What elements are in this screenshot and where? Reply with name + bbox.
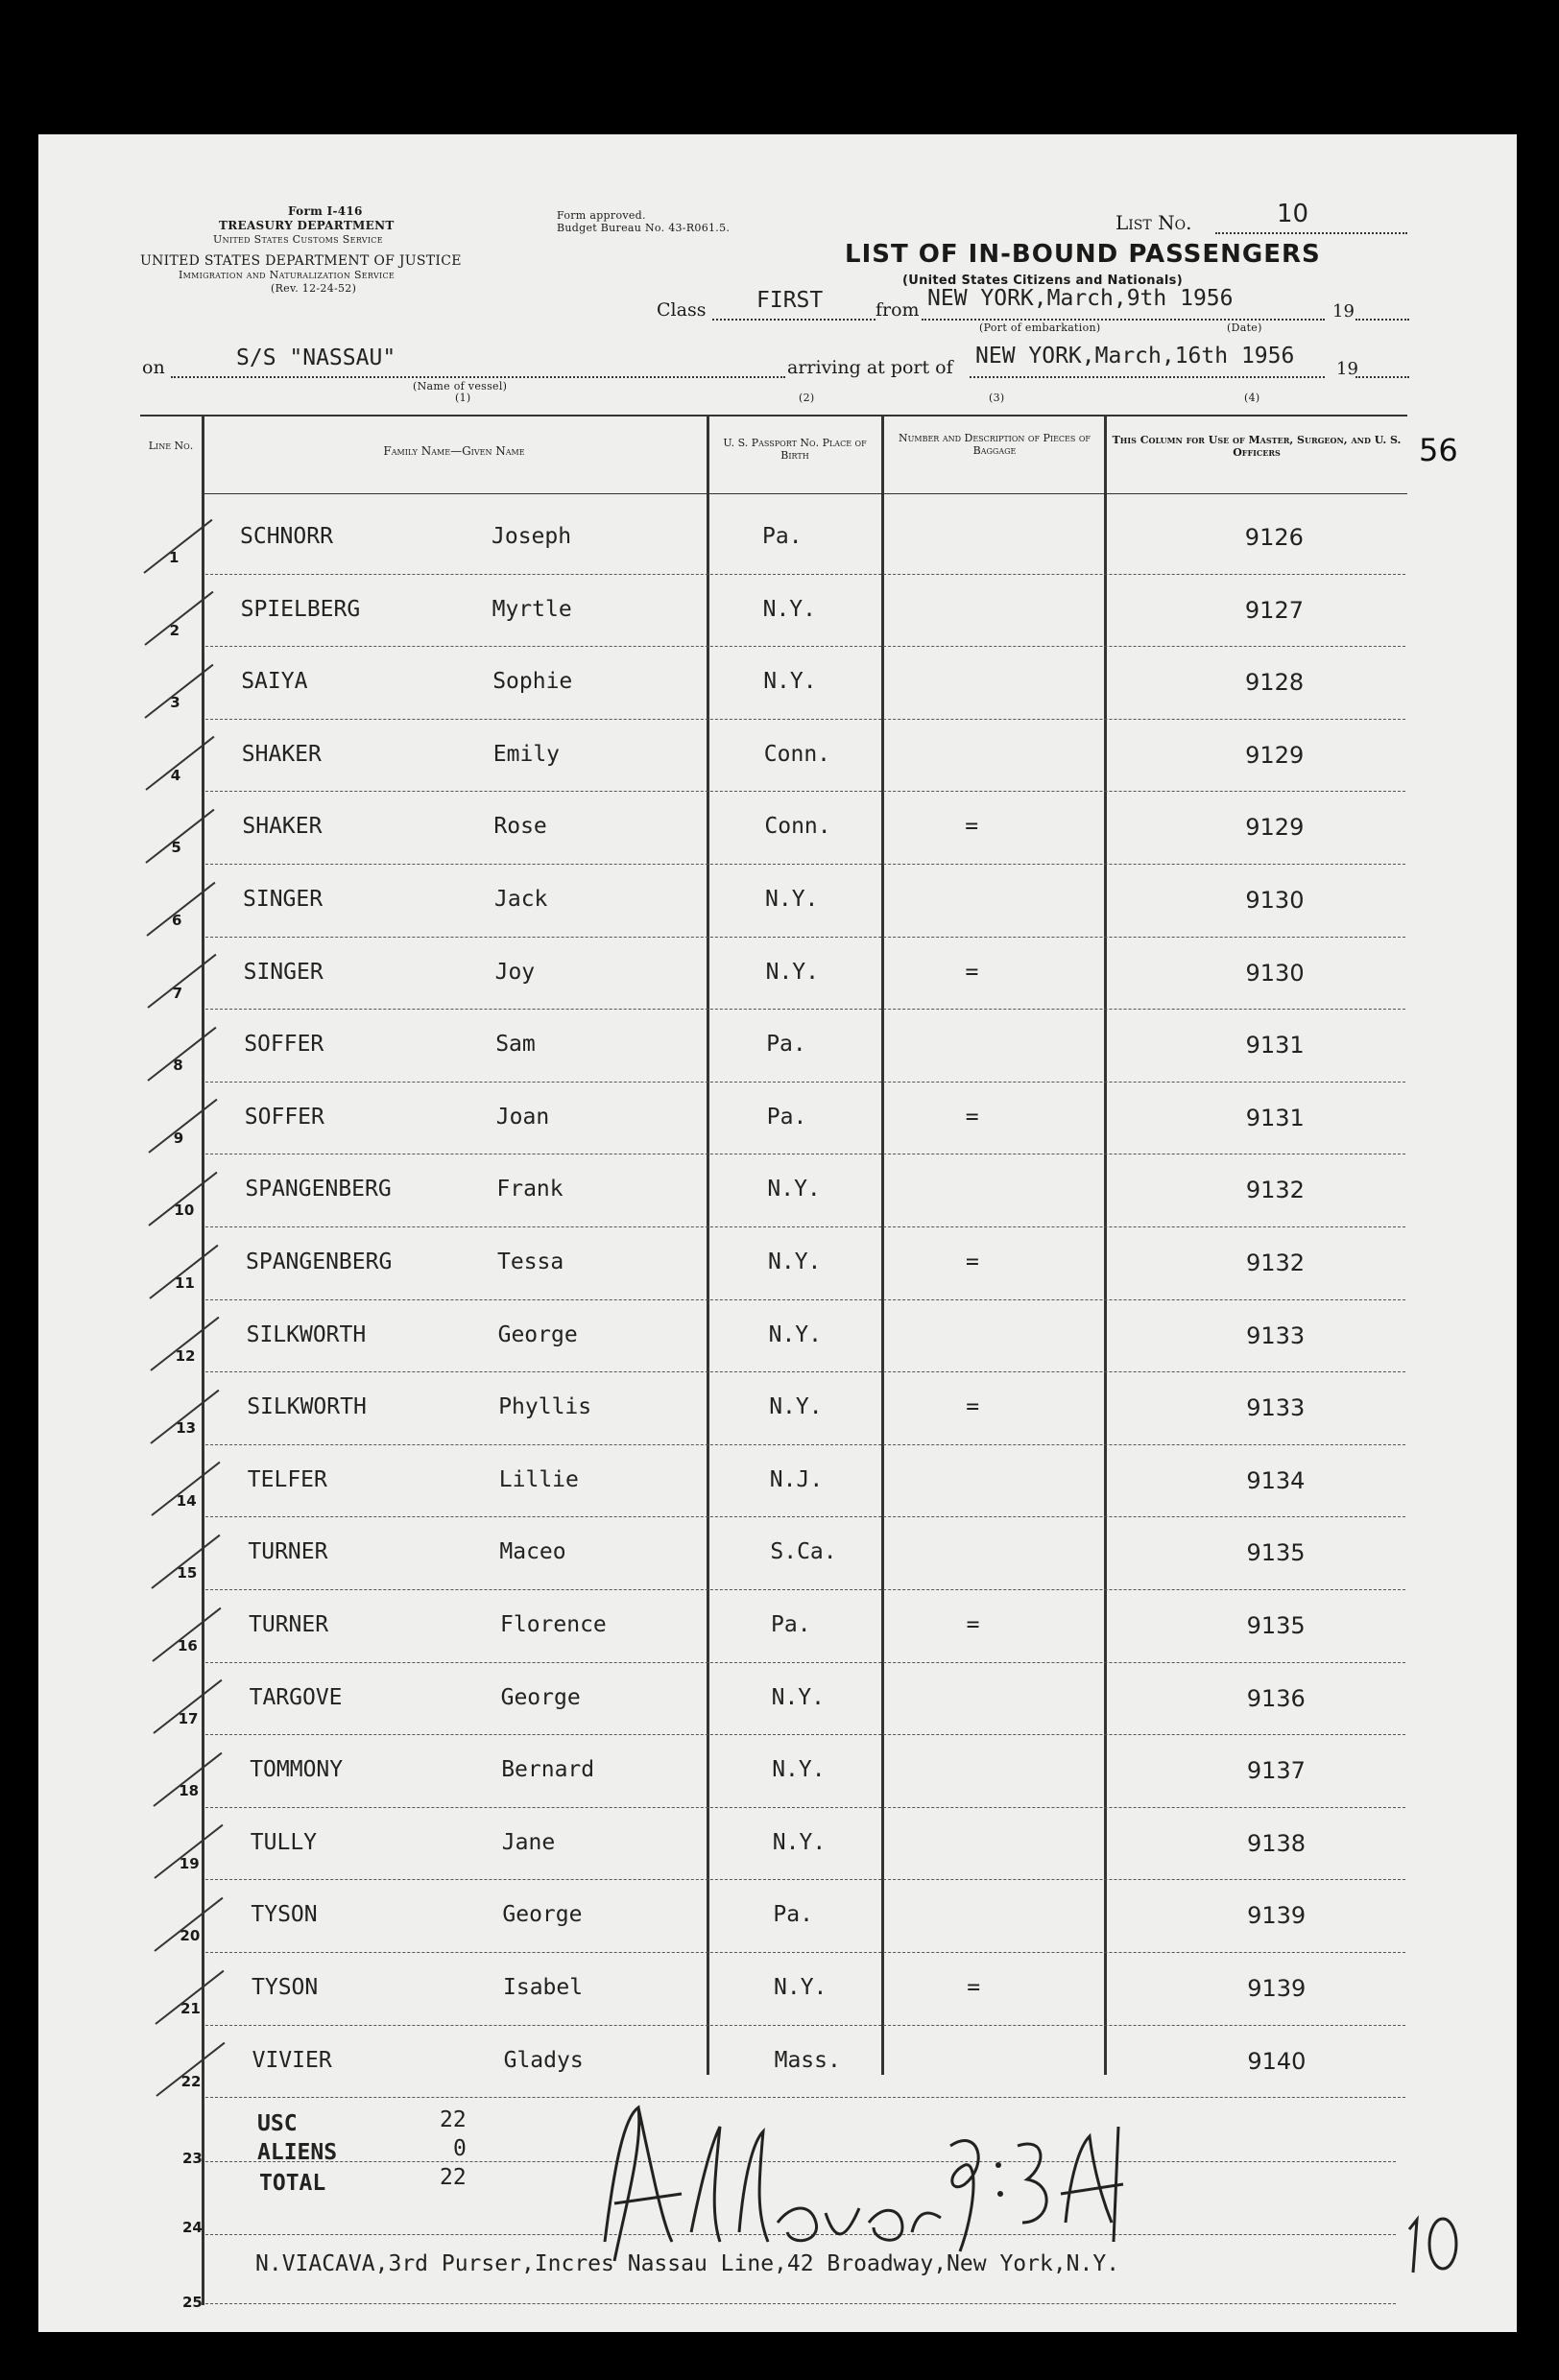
table-row [0, 1670, 1559, 1743]
line-number: 15 [177, 1564, 198, 1583]
year-line [1355, 319, 1409, 321]
row-divider [205, 937, 1405, 938]
family-name: TOMMONY [250, 1757, 344, 1783]
treasury-department: TREASURY DEPARTMENT [219, 219, 395, 232]
family-name: TELFER [247, 1466, 327, 1492]
given-name: Joseph [492, 524, 572, 549]
vessel-name-label: (Name of vessel) [413, 380, 508, 393]
baggage-mark: = [966, 1250, 979, 1274]
table-header-border [202, 493, 1407, 494]
place-of-birth: N.Y. [762, 596, 816, 622]
row-divider [205, 1879, 1405, 1880]
signature-handwritten [586, 2088, 1142, 2280]
line-number: 12 [175, 1346, 196, 1365]
revision-date: (Rev. 12-24-52) [271, 282, 357, 295]
place-of-birth: Mass. [774, 2047, 841, 2073]
given-name: Joy [494, 959, 536, 985]
family-name: SCHNORR [240, 524, 333, 549]
place-of-birth: Conn. [764, 814, 831, 840]
line-number: 6 [172, 912, 182, 929]
list-no-value: 10 [1277, 200, 1309, 228]
family-name: SPANGENBERG [246, 1250, 393, 1274]
year-label: 19 [1332, 301, 1355, 321]
table-row [0, 944, 1559, 1017]
given-name: Sophie [492, 669, 573, 695]
list-no-label: List No. [1115, 211, 1192, 234]
row-divider [205, 1082, 1405, 1083]
line-number: 5 [171, 839, 181, 857]
table-row [0, 1524, 1559, 1597]
baggage-mark: = [966, 1612, 980, 1637]
place-of-birth: Pa. [762, 524, 803, 549]
aliens-label: ALIENS [257, 2140, 338, 2165]
class-line [712, 319, 875, 321]
table-row [0, 1234, 1559, 1307]
line-number: 8 [173, 1057, 183, 1075]
table-row [0, 798, 1559, 871]
place-of-birth: N.Y. [768, 1250, 822, 1274]
table-row [0, 1016, 1559, 1089]
table-row [0, 871, 1559, 944]
family-name: SHAKER [242, 814, 323, 840]
place-of-birth: N.Y. [769, 1394, 823, 1420]
given-name: Lillie [498, 1466, 579, 1492]
department-of-justice: UNITED STATES DEPARTMENT OF JUSTICE [140, 253, 462, 269]
from-label: from [875, 299, 920, 321]
line-number: 24 [182, 2219, 203, 2236]
officer-number: 9131 [1245, 1032, 1305, 1059]
row-divider [205, 574, 1405, 575]
corner-handwritten-number [1400, 2205, 1467, 2294]
given-name: George [502, 1902, 583, 1928]
total-value: 22 [440, 2165, 467, 2190]
vessel-name: S/S "NASSAU" [236, 345, 396, 370]
officer-number: 9137 [1246, 1757, 1306, 1785]
place-of-birth: Conn. [763, 741, 831, 767]
family-name: SOFFER [244, 1104, 324, 1130]
family-name: TULLY [250, 1829, 318, 1855]
officer-number: 9136 [1246, 1684, 1306, 1712]
vessel-line [171, 376, 785, 378]
officer-number: 9133 [1246, 1321, 1306, 1349]
baggage-mark: = [966, 1394, 980, 1420]
given-name: Emily [492, 741, 561, 767]
year-line [1355, 376, 1409, 378]
column-header-baggage: Number and Description of Pieces of Baggage [899, 432, 1091, 457]
table-row [0, 654, 1559, 726]
given-name: Tessa [497, 1250, 564, 1274]
line-number: 13 [176, 1419, 197, 1438]
column-number: (2) [799, 392, 815, 404]
from-value: NEW YORK,March,9th 1956 [927, 286, 1234, 311]
officer-number: 9128 [1245, 669, 1305, 697]
row-divider [205, 864, 1405, 865]
line-number: 18 [179, 1782, 200, 1800]
row-divider [205, 1662, 1405, 1663]
family-name: TURNER [249, 1612, 329, 1637]
line-number: 21 [180, 2000, 201, 2017]
table-row [0, 1742, 1559, 1815]
given-name: Rose [493, 814, 547, 840]
line-number: 1 [169, 549, 180, 566]
line-number: 14 [176, 1491, 197, 1510]
officer-number: 9130 [1245, 959, 1305, 987]
class-label: Class [657, 299, 707, 321]
place-of-birth: N.Y. [768, 1321, 822, 1347]
row-divider [205, 1589, 1405, 1590]
date-label: (Date) [1227, 321, 1262, 334]
port-embarkation-label: (Port of embarkation) [979, 321, 1101, 334]
family-name: VIVIER [252, 2047, 332, 2073]
place-of-birth: N.Y. [771, 1684, 825, 1710]
family-name: SILKWORTH [247, 1394, 367, 1420]
given-name: Gladys [503, 2047, 584, 2073]
line-number: 4 [170, 766, 181, 784]
table-row [0, 726, 1559, 799]
given-name: Florence [500, 1612, 607, 1637]
page-number-stamp: 56 [1419, 432, 1458, 468]
given-name: Jane [501, 1829, 556, 1855]
row-divider [205, 2025, 1405, 2026]
table-row [0, 1815, 1559, 1888]
place-of-birth: N.Y. [767, 1177, 821, 1202]
given-name: Maceo [499, 1539, 566, 1565]
table-row [0, 1379, 1559, 1452]
officer-number: 9135 [1246, 1612, 1306, 1639]
officer-number: 9135 [1246, 1539, 1306, 1567]
column-header-name: Family Name—Given Name [383, 444, 525, 458]
officer-number: 9140 [1247, 2047, 1307, 2075]
given-name: Phyllis [498, 1394, 592, 1420]
family-name: TYSON [252, 1975, 319, 2000]
family-name: TURNER [248, 1539, 328, 1565]
table-top-border [140, 415, 1407, 416]
place-of-birth: Pa. [773, 1902, 813, 1928]
family-name: SHAKER [241, 741, 322, 767]
year-label: 19 [1336, 359, 1358, 379]
row-divider [205, 719, 1405, 720]
purser-line: N.VIACAVA,3rd Purser,Incres Nassau Line,42 Broadway,New York,N.Y. [255, 2251, 1120, 2276]
table-row [0, 1887, 1559, 1960]
family-name: SPIELBERG [240, 596, 361, 622]
row-divider [205, 791, 1405, 792]
place-of-birth: N.Y. [765, 959, 819, 985]
line-number: 17 [178, 1709, 199, 1727]
column-header-passport: U. S. Passport No. Place of Birth [723, 437, 867, 462]
row-divider [205, 1807, 1405, 1808]
officer-number: 9129 [1245, 814, 1305, 842]
row-divider [205, 1734, 1405, 1735]
column-number: (3) [989, 392, 1005, 404]
given-name: Bernard [501, 1757, 595, 1783]
given-name: Jack [494, 887, 548, 912]
table-row [0, 1161, 1559, 1234]
officer-number: 9139 [1247, 1902, 1307, 1930]
table-row [0, 1597, 1559, 1670]
officer-number: 9132 [1246, 1250, 1306, 1276]
given-name: George [497, 1321, 578, 1347]
place-of-birth: N.Y. [774, 1975, 827, 2000]
officer-number: 9127 [1244, 596, 1304, 624]
arriving-line [970, 376, 1325, 378]
place-of-birth: N.Y. [763, 669, 817, 695]
from-line [922, 319, 1325, 321]
officer-number: 9134 [1246, 1466, 1306, 1494]
column-header-line: Line No. [148, 440, 194, 452]
line-number: 3 [170, 694, 180, 712]
page-title: LIST OF IN-BOUND PASSENGERS [845, 240, 1321, 269]
on-label: on [142, 357, 165, 378]
line-number: 10 [174, 1202, 195, 1220]
row-divider [205, 1952, 1405, 1953]
baggage-mark: = [965, 959, 979, 985]
family-name: SPANGENBERG [245, 1177, 392, 1202]
officer-number: 9129 [1245, 741, 1305, 769]
place-of-birth: Pa. [766, 1104, 807, 1130]
family-name: SINGER [243, 959, 324, 985]
table-row [0, 1307, 1559, 1380]
family-name: TYSON [251, 1902, 318, 1928]
customs-service: United States Customs Service [213, 233, 383, 246]
table-row [0, 509, 1559, 582]
immigration-service: Immigration and Naturalization Service [179, 269, 396, 281]
officer-number: 9131 [1245, 1104, 1305, 1131]
place-of-birth: Pa. [766, 1032, 806, 1058]
row-divider [205, 2303, 1396, 2304]
usc-value: 22 [440, 2107, 467, 2132]
place-of-birth: S.Ca. [770, 1539, 837, 1565]
line-number: 11 [175, 1274, 195, 1292]
total-label: TOTAL [259, 2171, 326, 2196]
given-name: Frank [496, 1177, 564, 1202]
line-number: 7 [172, 984, 183, 1002]
family-name: SILKWORTH [246, 1321, 367, 1347]
baggage-mark: = [965, 814, 979, 840]
form-number: Form I-416 [288, 204, 363, 218]
given-name: Isabel [503, 1975, 584, 2000]
column-number: (4) [1244, 392, 1260, 404]
row-divider [205, 1444, 1405, 1445]
officer-number: 9138 [1246, 1829, 1307, 1857]
row-divider [205, 1371, 1405, 1372]
officer-number: 9133 [1246, 1394, 1306, 1422]
family-name: TARGOVE [249, 1684, 343, 1710]
row-divider [205, 1009, 1405, 1010]
officer-number: 9132 [1245, 1177, 1305, 1204]
column-header-officers: This Column for Use of Master, Surgeon, and U. S. Officers [1112, 434, 1402, 459]
line-number: 22 [180, 2072, 202, 2090]
officer-number: 9130 [1245, 887, 1305, 914]
officer-number: 9139 [1247, 1975, 1307, 2002]
row-divider [205, 1516, 1405, 1517]
class-value: FIRST [756, 288, 824, 313]
aliens-value: 0 [453, 2136, 467, 2161]
line-number: 9 [173, 1129, 184, 1147]
given-name: Sam [495, 1032, 536, 1058]
line-number: 20 [180, 1927, 201, 1945]
place-of-birth: N.Y. [765, 887, 819, 912]
table-row [0, 582, 1559, 654]
line-number: 2 [169, 621, 180, 639]
family-name: SOFFER [244, 1032, 324, 1058]
table-row [0, 1960, 1559, 2033]
line-number: 19 [179, 1854, 200, 1872]
usc-label: USC [257, 2111, 298, 2136]
place-of-birth: Pa. [771, 1612, 811, 1637]
given-name: George [500, 1684, 581, 1710]
line-number: 23 [182, 2150, 203, 2167]
table-row [0, 1452, 1559, 1525]
baggage-mark: = [967, 1975, 981, 2000]
row-divider [205, 1226, 1405, 1227]
list-no-line [1215, 232, 1407, 234]
place-of-birth: N.J. [769, 1466, 824, 1492]
arriving-label: arriving at port of [787, 357, 953, 378]
baggage-mark: = [965, 1104, 979, 1130]
line-number: 16 [178, 1637, 198, 1654]
line-number: 25 [182, 2294, 203, 2311]
form-approved: Form approved. [557, 209, 646, 222]
family-name: SAIYA [241, 669, 308, 695]
family-name: SINGER [243, 887, 324, 912]
officer-number: 9126 [1244, 524, 1304, 551]
table-row [0, 1089, 1559, 1162]
place-of-birth: N.Y. [772, 1757, 826, 1783]
given-name: Myrtle [492, 596, 572, 622]
budget-bureau: Budget Bureau No. 43-R061.5. [557, 222, 731, 234]
place-of-birth: N.Y. [772, 1829, 827, 1855]
column-number: (1) [455, 392, 471, 404]
arriving-value: NEW YORK,March,16th 1956 [975, 344, 1295, 369]
given-name: Joan [495, 1104, 550, 1130]
page-subtitle: (United States Citizens and Nationals) [902, 274, 1183, 288]
row-divider [205, 1299, 1405, 1300]
row-divider [205, 646, 1405, 647]
